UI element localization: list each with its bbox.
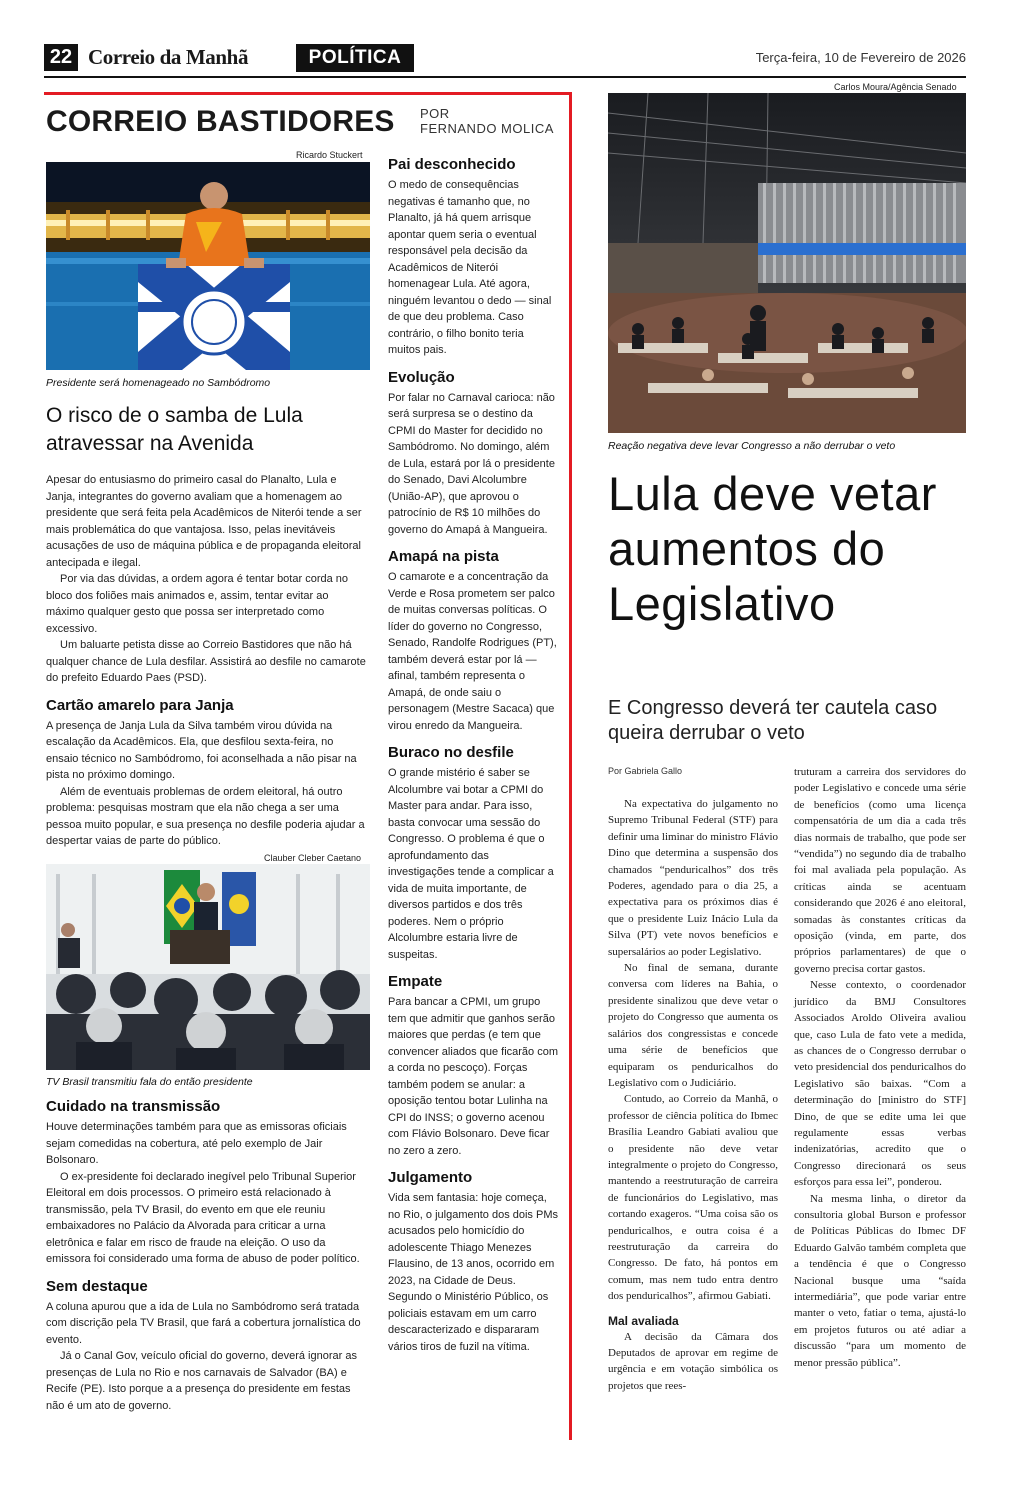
- header-rule: [44, 76, 966, 78]
- lead-paragraph: Por via das dúvidas, a ordem agora é tentar botar corda no bloco dos foliões mais animados e, assim, tentar evitar ao máximo qualquer gesto que possa ser interpretado como excessivo.: [46, 573, 349, 635]
- note-paragraph: O ex-presidente foi declarado inegível pelo Tribunal Superior Eleitoral em dois processos. O primeiro está relacionado à transmissão, pela TV Brasil, do evento em que ele reuniu embaixadores no Palácio da Alvorada para criticar a urna eletrônica e falar em risco de fraude na eleição. O uso da emissora foi considerado uma forma de abuso de poder político.: [46, 1170, 360, 1265]
- article-column-2: [794, 764, 966, 1371]
- article-paragraph: truturam a carreira dos servidores do poder Legislativo e concede uma série de benefícios (como uma licença compensatória de um dia a cada três dias normais de trabalho, que pode ser “vendida”) no segundo dia de trabalho foi mal avaliada pela população. As críticas ainda se acentuam considerando que 2026 é ano eleitoral, somadas às constantes críticas da oposição (vinda, em parte, dos próprios parlamentares) de que o governo precisa cortar gastos.: [794, 766, 966, 975]
- note-title: Sem destaque: [46, 1277, 148, 1295]
- page-number: 22: [44, 44, 78, 71]
- note-paragraph: Além de eventuais problemas de ordem eleitoral, há outro problema: pesquisas mostram que ela não chega a ser uma pessoa muito popular, e sua presença no desfile poderia ajudar a despertar vaias de parte do público.: [46, 785, 365, 847]
- note-paragraph: Já o Canal Gov, veículo oficial do governo, deverá ignorar as presenças de Lula no Rio e nos carnavais de Salvador (BA) e Recife (PE). Isto porque a a presença do presidente em festas não é um ato de governo.: [46, 1350, 357, 1412]
- note-title: Buraco no desfile: [388, 744, 514, 761]
- column-frame-right: [569, 92, 572, 1440]
- newspaper-masthead: Correio da Manhã: [88, 45, 249, 69]
- column-right-notes: [388, 146, 558, 1355]
- column-left-text-a: [46, 472, 368, 850]
- article-paragraph: No final de semana, durante conversa com líderes na Bahia, o presidente sinalizou que deve vetar o projeto do Congresso que aumenta os salários dos congressistas e concede uma série de benefícios que equiparam os penduricalhos do Legislativo com o Judiciário.: [608, 962, 778, 1089]
- issue-date: Terça-feira, 10 de Fevereiro de 2026: [755, 50, 966, 65]
- note-title: Empate: [388, 973, 443, 990]
- column-frame-top: [44, 92, 572, 95]
- column-left-text-b: [46, 1088, 368, 1414]
- note-paragraph: A coluna apurou que a ida de Lula no Sambódromo será tratada com discrição pela TV Brasil, que fará a cobertura jornalística do evento.: [46, 1300, 361, 1346]
- note-paragraph: A presença de Janja Lula da Silva também virou dúvida na escalação da Acadêmicos. Ela, que desfilou sexta-feira, no ensaio técnico no Sambódromo, foi aconselhada a não pisar na pista no próximo domingo.: [46, 719, 357, 781]
- lula-flag-photo: [46, 162, 370, 370]
- photo-credit: Clauber Cleber Caetano: [264, 853, 362, 863]
- note-paragraph: O medo de consequências negativas é tamanho que, no Planalto, já há quem arrisque apontar quem seria o eventual responsável pela decisão da Acadêmicos de Niterói homenagear Lula. Até agora, ninguém levantou o dedo — sinal de que deu problema. Caso contrário, o filho bonito teria muitos pais.: [388, 179, 552, 356]
- column-lead-headline: O risco de o samba de Lula atravessar na Avenida: [46, 404, 303, 455]
- note-paragraph: Para bancar a CPMI, um grupo tem que admitir que ganhos serão maiores que perdas (e tem que convencer aliados que ficarão com a corda no pescoço). Forças também podem se anular: a oposição tentou botar Lulinha na CPI do INSS; o governo acenou com Flávio Bolsonaro. Deve ficar no zero a zero.: [388, 996, 558, 1157]
- photo-caption: Reação negativa deve levar Congresso a não derrubar o veto: [608, 440, 896, 452]
- lead-paragraph: Apesar do entusiasmo do primeiro casal do Planalto, Lula e Janja, integrantes do governo avaliam que a homenagem ao presidente que será feita pela Acadêmicos de Niterói tende a ser mais problemática do que vantajosa. Isso, pelas inevitáveis acusações de uso de máquina pública e de propaganda eleitoral antecipada e ilegal.: [46, 474, 362, 569]
- note-title: Pai desconhecido: [388, 156, 516, 173]
- photo-credit: Carlos Moura/Agência Senado: [834, 82, 957, 92]
- note-title: Cartão amarelo para Janja: [46, 696, 234, 714]
- article-author: Por Gabriela Gallo: [608, 766, 683, 776]
- column-title: CORREIO BASTIDORES: [46, 105, 395, 138]
- note-title: Evolução: [388, 368, 455, 386]
- note-title: Amapá na pista: [388, 548, 499, 565]
- article-paragraph: Na mesma linha, o diretor da consultoria global Burson e professor de Políticas Públicas do Ibmec DF Eduardo Galvão também completa que a tendência é que o Congresso Nacional busque uma “saída intermediária”, que pode variar entre manter o veto, fatiar o tema, ajustá-lo em projetos futuros ou até adiar a discussão “para um momento de menor pressão pública”.: [794, 1192, 966, 1369]
- note-paragraph: O grande mistério é saber se Alcolumbre vai botar a CPMI do Master para andar. Para isso, basta convocar uma sessão do Congresso. O problema é que o aprofundamento das investigações tende a complicar a vida de muita importante, de diversos partidos e dos três poderes. Nem o próprio Alcolumbre estaria livre de suspeitas.: [388, 767, 554, 961]
- photo-credit: Ricardo Stuckert: [296, 150, 363, 160]
- note-title: Julgamento: [388, 1169, 473, 1186]
- photo-caption: TV Brasil transmitiu fala do então presidente: [46, 1076, 253, 1088]
- article-paragraph: Nesse contexto, o coordenador jurídico da BMJ Consultores Associados Aroldo Oliveira avaliou que, caso Lula de fato vete a medida, as chances de o Congresso derrubar o veto presidencial dos penduricalhos do Legislativo são baixas. “Com a determinação do [ministro do STF] Dino, de que se edite uma lei que regulamente essas verbas indenizatórias, acredito que o Congresso direcionará os seus esforços para essa lei”, ponderou.: [794, 979, 966, 1189]
- lead-paragraph: Um baluarte petista disse ao Correio Bastidores que não há qualquer chance de Lula desfilar. Assistirá ao desfile no camarote do prefeito Eduardo Paes (PSD).: [46, 639, 366, 684]
- article-column-1: [608, 796, 778, 1394]
- bolsonaro-event-photo: [46, 864, 370, 1070]
- article-deck: E Congresso deverá ter cautela caso queira derrubar o veto: [608, 697, 938, 744]
- note-paragraph: O camarote e a concentração da Verde e Rosa prometem ser palco de muitas conversas políticas. O líder do governo no Congresso, Senado, Randolfe Rodrigues (PT), também deverá estar por lá — afinal, também representa o Amapá, de onde saiu o personagem (Mestre Sacaca) que virou enredo da Mangueira.: [388, 571, 557, 732]
- note-paragraph: Houve determinações também para que as emissoras oficiais sejam comedidas na cobertura, até pelo exemplo de Jair Bolsonaro.: [46, 1121, 347, 1166]
- note-paragraph: Vida sem fantasia: hoje começa, no Rio, o julgamento dos dois PMs acusados pelo homicídio do adolescente Thiago Menezes Flausino, de 13 anos, ocorrido em 2023, na Cidade de Deus. Segundo o Ministério Público, os policiais estavam em um carro descaracterizado e dispararam vários tiros de fuzil na vítima.: [388, 1192, 558, 1353]
- section-label: POLÍTICA: [296, 44, 414, 72]
- article-subhead: Mal avaliada: [608, 1313, 679, 1328]
- photo-caption: Presidente será homenageado no Sambódromo: [46, 377, 271, 389]
- article-headline: Lula deve vetar aumentos do Legislativo: [608, 467, 937, 630]
- column-byline: [420, 106, 554, 136]
- note-title: Cuidado na transmissão: [46, 1098, 221, 1115]
- byline-prefix: POR: [420, 106, 450, 121]
- byline-name: FERNANDO MOLICA: [420, 121, 554, 136]
- article-paragraph: Na expectativa do julgamento no Supremo Tribunal Federal (STF) para definir uma liminar do ministro Flávio Dino que determina a suspensão dos chamados “penduricalhos” dos três Poderes, agendado para o dia 25, a expectativa para os próximos dias é que o presidente Luiz Inácio Lula da Silva (PT) vete novos benefícios e supersalários ao poder Legislativo.: [608, 798, 778, 958]
- senate-plenary-photo: [608, 93, 966, 433]
- article-paragraph: A decisão da Câmara dos Deputados de aprovar em regime de urgência e em votação simbólica os projetos que rees-: [608, 1330, 778, 1392]
- note-paragraph: Por falar no Carnaval carioca: não será surpresa se o destino da CPMI do Master for decidido no Sambódromo. No domingo, além de Lula, estará por lá o presidente do Senado, Davi Alcolumbre (União-AP), que aprovou o patrocínio de R$ 10 milhões do governo do Amapá à Mangueira.: [388, 391, 555, 536]
- article-paragraph: Contudo, ao Correio da Manhã, o professor de ciência política do Ibmec Brasília Leandro Gabiati avaliou que o presidente não deve vetar integralmente o projeto do Congresso, mantendo a reestruturação de carreira de funcionários do Legislativo, mas cortando exageros. “Uma coisa são os penduricalhos, e outra coisa é a reestruturação da carreira do Congresso. De fato, há pontos em comum, mas nem tudo entra dentro dos penduricalhos”, afirmou Gabiati.: [608, 1093, 778, 1303]
